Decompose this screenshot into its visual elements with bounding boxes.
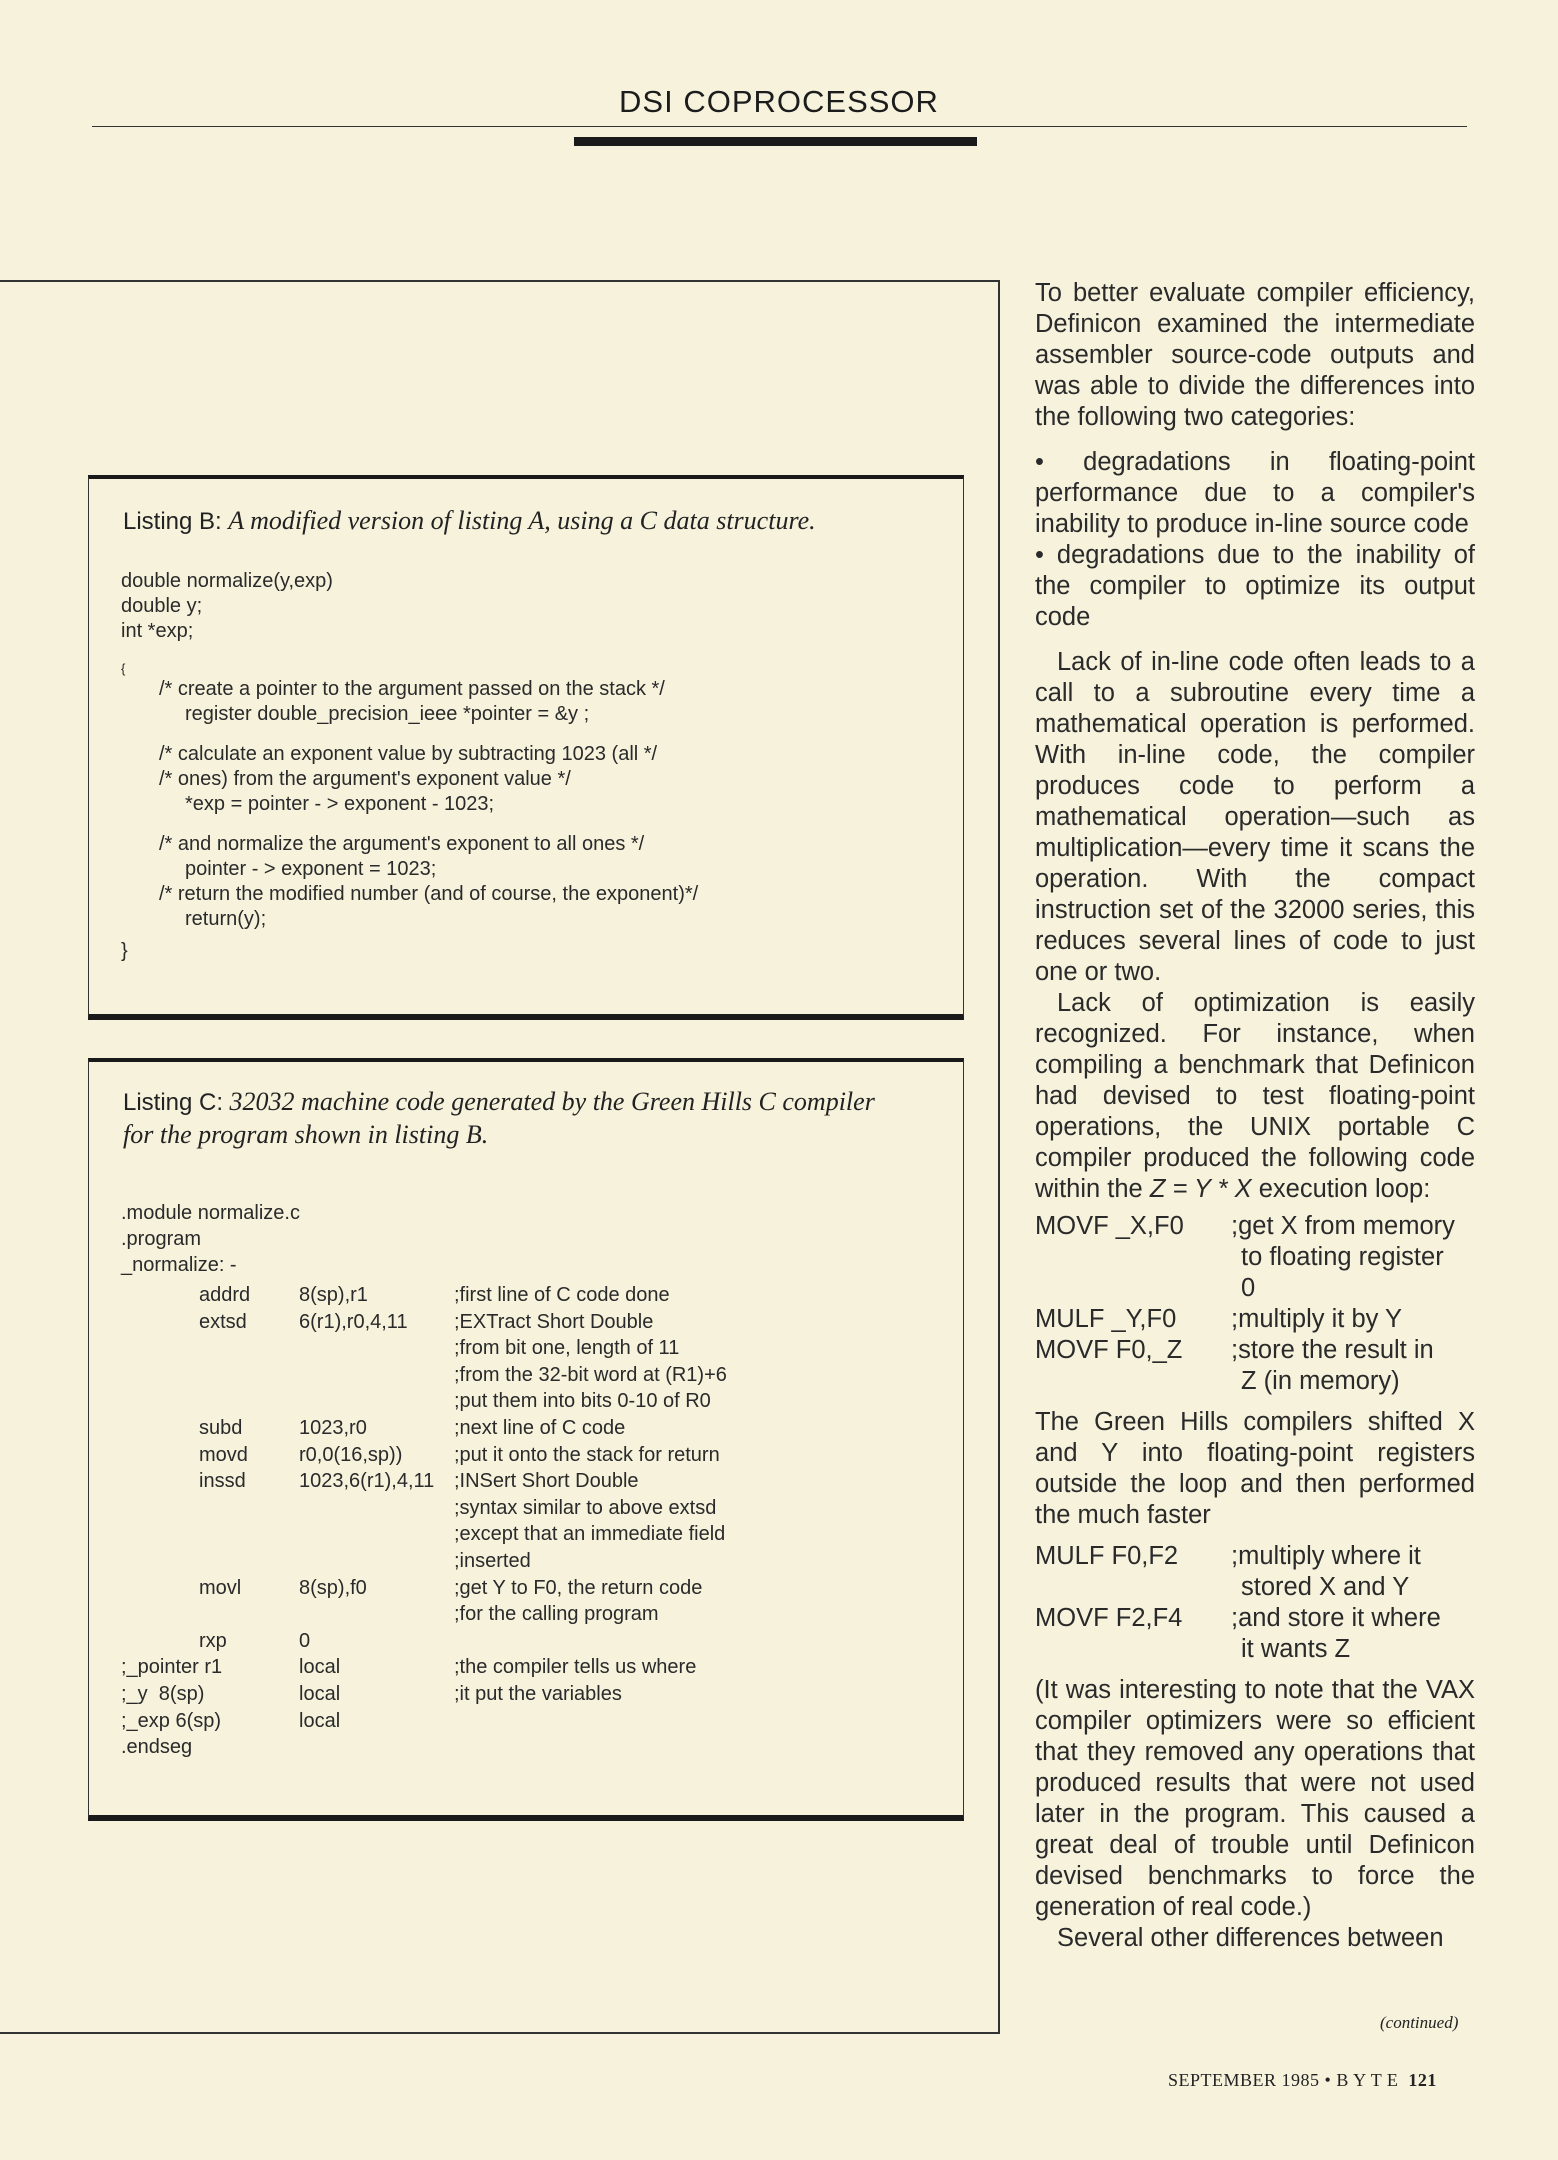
code-comment: ;EXTract Short Double xyxy=(454,1310,654,1333)
code-line: { xyxy=(121,661,126,676)
article-text: execution loop: xyxy=(1251,1175,1431,1203)
instruction: MOVF F0,_Z xyxy=(1035,1336,1183,1364)
instruction-comment: it wants Z xyxy=(1241,1635,1351,1663)
code-header-line: .program xyxy=(121,1228,202,1250)
article-paragraph: (It was interesting to note that the VAX compiler optimizers were so efficient that they removed any operations that produced results that were not used later in the program. This caused a great deal of trouble until Definicon devised benchmarks to force the generation of real code.) xyxy=(1035,1676,1475,1921)
listing-b-caption-text: A modified version of listing A, using a C data structure. xyxy=(228,506,816,535)
code-op: rxp xyxy=(199,1629,227,1652)
instruction-comment: stored X and Y xyxy=(1241,1573,1410,1601)
code-var-name: ;_y 8(sp) xyxy=(121,1683,205,1705)
code-var-comment: ;it put the variables xyxy=(454,1683,622,1705)
code-line: int *exp; xyxy=(121,620,194,642)
code-arg: r0,0(16,sp)) xyxy=(299,1443,403,1466)
code-comment: ;first line of C code done xyxy=(454,1284,670,1306)
code-line xyxy=(1035,1211,1475,1242)
article-code-block-2 xyxy=(1035,1541,1475,1665)
code-line: pointer - > exponent = 1023; xyxy=(185,858,437,880)
header-rule xyxy=(92,126,1467,127)
footer-magazine: B Y T E xyxy=(1336,2070,1399,2090)
instruction: MULF F0,F2 xyxy=(1035,1542,1179,1570)
instruction-comment: ;get X from memory xyxy=(1231,1212,1455,1240)
instruction-comment: ;and store it where xyxy=(1231,1604,1441,1632)
instruction-comment: Z (in memory) xyxy=(1241,1367,1400,1395)
instruction-comment: to floating register xyxy=(1241,1243,1444,1271)
code-line: double y; xyxy=(121,595,203,617)
code-line xyxy=(1035,1273,1475,1304)
code-var-arg: local xyxy=(299,1656,341,1679)
code-comment: ;get Y to F0, the return code xyxy=(454,1576,703,1599)
code-comment: ;except that an immediate field xyxy=(454,1523,726,1546)
listing-c-caption-text: 32032 machine code generated by the Green Hills C compiler xyxy=(229,1087,875,1116)
code-arg: 8(sp),f0 xyxy=(299,1576,367,1599)
code-line xyxy=(1035,1634,1475,1665)
instruction-comment: 0 xyxy=(1241,1274,1256,1302)
code-arg: 0 xyxy=(299,1629,311,1652)
code-line xyxy=(1035,1572,1475,1603)
article-code-block-1 xyxy=(1035,1211,1475,1397)
instruction-comment: ;multiply where it xyxy=(1231,1542,1421,1570)
header-bar xyxy=(574,137,977,146)
page-number: 121 xyxy=(1408,2070,1437,2090)
code-line xyxy=(1035,1541,1475,1572)
code-comment: ;inserted xyxy=(454,1550,531,1572)
code-comment: ;for the calling program xyxy=(454,1603,659,1626)
code-line: return(y); xyxy=(185,908,267,930)
code-header-line: _normalize: - xyxy=(121,1254,237,1276)
code-var-name: ;_exp 6(sp) xyxy=(121,1709,222,1732)
listing-b-box xyxy=(88,475,964,1020)
listing-c-caption-text-2: for the program shown in listing B. xyxy=(123,1120,489,1149)
code-line xyxy=(1035,1335,1475,1366)
listing-b-label: Listing B: xyxy=(123,508,222,535)
code-var-arg: local xyxy=(299,1683,341,1705)
listing-c-caption xyxy=(123,1086,875,1151)
instruction-comment: ;multiply it by Y xyxy=(1231,1305,1403,1333)
listing-b-caption xyxy=(123,505,816,538)
page-footer: SEPTEMBER 1985 • B Y T E 121 xyxy=(1168,2070,1437,2090)
code-comment: ;put it onto the stack for return xyxy=(454,1443,720,1466)
code-line xyxy=(1035,1366,1475,1397)
code-var-comment: ;the compiler tells us where xyxy=(454,1656,697,1679)
code-end-line: .endseg xyxy=(121,1736,193,1758)
listing-c-label: Listing C: xyxy=(123,1089,224,1116)
code-var-arg: local xyxy=(299,1709,341,1732)
code-comment: ;INSert Short Double xyxy=(454,1470,639,1493)
article-paragraph: Lack of in-line code often leads to a call to a subroutine every time a mathematical operation is performed. With in-line code, the compiler produces code to perform a mathematical operation—such as multiplication—every time it scans the operation. With the compact instruction set of the 32000 series, this reduces several lines of code to just one or two. xyxy=(1035,648,1475,986)
article-bullet: • degradations due to the inability of the compiler to optimize its output code xyxy=(1035,541,1475,631)
instruction-comment: ;store the result in xyxy=(1231,1336,1434,1364)
code-line xyxy=(1035,1242,1475,1273)
listing-c-box xyxy=(88,1058,964,1821)
code-line: register double_precision_ieee *pointer = &y ; xyxy=(185,703,590,725)
code-line xyxy=(1035,1304,1475,1335)
code-arg: 8(sp),r1 xyxy=(299,1284,368,1306)
code-op: addrd xyxy=(199,1284,251,1306)
article-text: Lack of optimization is easily recognized. For instance, when compiling a benchmark that Definicon had devised to test floating-point operations, the UNIX portable C compiler produced the following code within the xyxy=(1035,989,1475,1203)
article-column xyxy=(1035,278,1475,1954)
code-var-name: ;_pointer r1 xyxy=(121,1656,223,1679)
article-paragraph: To better evaluate compiler efficiency, Definicon examined the intermediate assembler source-code outputs and was able to divide the differences into the following two categories: xyxy=(1035,279,1475,431)
page-header-title: DSI COPROCESSOR xyxy=(619,84,939,119)
code-line: double normalize(y,exp) xyxy=(121,570,333,592)
article-bullet: • degradations in floating-point performance due to a compiler's inability to produce in-line source code xyxy=(1035,448,1475,538)
article-expression: Z = Y * X xyxy=(1149,1175,1252,1203)
continued-note: (continued) xyxy=(1380,2013,1459,2032)
code-line: /* ones) from the argument's exponent value */ xyxy=(159,768,571,790)
code-header-line: .module normalize.c xyxy=(121,1202,300,1224)
code-line: *exp = pointer - > exponent - 1023; xyxy=(185,793,495,815)
code-arg: 1023,6(r1),4,11 xyxy=(299,1470,435,1493)
code-op: movl xyxy=(199,1576,242,1599)
code-line: /* calculate an exponent value by subtracting 1023 (all */ xyxy=(159,743,658,765)
instruction: MOVF F2,F4 xyxy=(1035,1604,1183,1632)
code-op: extsd xyxy=(199,1310,247,1333)
instruction: MOVF _X,F0 xyxy=(1035,1212,1184,1240)
code-line: } xyxy=(121,940,128,962)
footer-date: SEPTEMBER 1985 xyxy=(1168,2070,1320,2090)
code-arg: 6(r1),r0,4,11 xyxy=(299,1310,408,1333)
code-op: subd xyxy=(199,1417,243,1439)
code-comment: ;from bit one, length of 11 xyxy=(454,1337,680,1360)
code-op: inssd xyxy=(199,1470,246,1493)
code-op: movd xyxy=(199,1443,248,1466)
code-line: /* create a pointer to the argument passed on the stack */ xyxy=(159,678,665,700)
code-comment: ;put them into bits 0-10 of R0 xyxy=(454,1390,711,1413)
article-paragraph: The Green Hills compilers shifted X and Y into floating-point registers outside the loop and then performed the much faster xyxy=(1035,1408,1475,1529)
code-line xyxy=(1035,1603,1475,1634)
code-line: /* return the modified number (and of course, the exponent)*/ xyxy=(159,883,699,905)
code-line: /* and normalize the argument's exponent to all ones */ xyxy=(159,833,645,855)
code-comment: ;from the 32-bit word at (R1)+6 xyxy=(454,1363,727,1386)
article-paragraph xyxy=(1035,988,1475,1205)
code-arg: 1023,r0 xyxy=(299,1417,367,1439)
article-paragraph: Several other differences between xyxy=(1057,1924,1444,1952)
code-comment: ;syntax similar to above extsd xyxy=(454,1496,717,1519)
instruction: MULF _Y,F0 xyxy=(1035,1305,1177,1333)
code-comment: ;next line of C code xyxy=(454,1417,626,1439)
